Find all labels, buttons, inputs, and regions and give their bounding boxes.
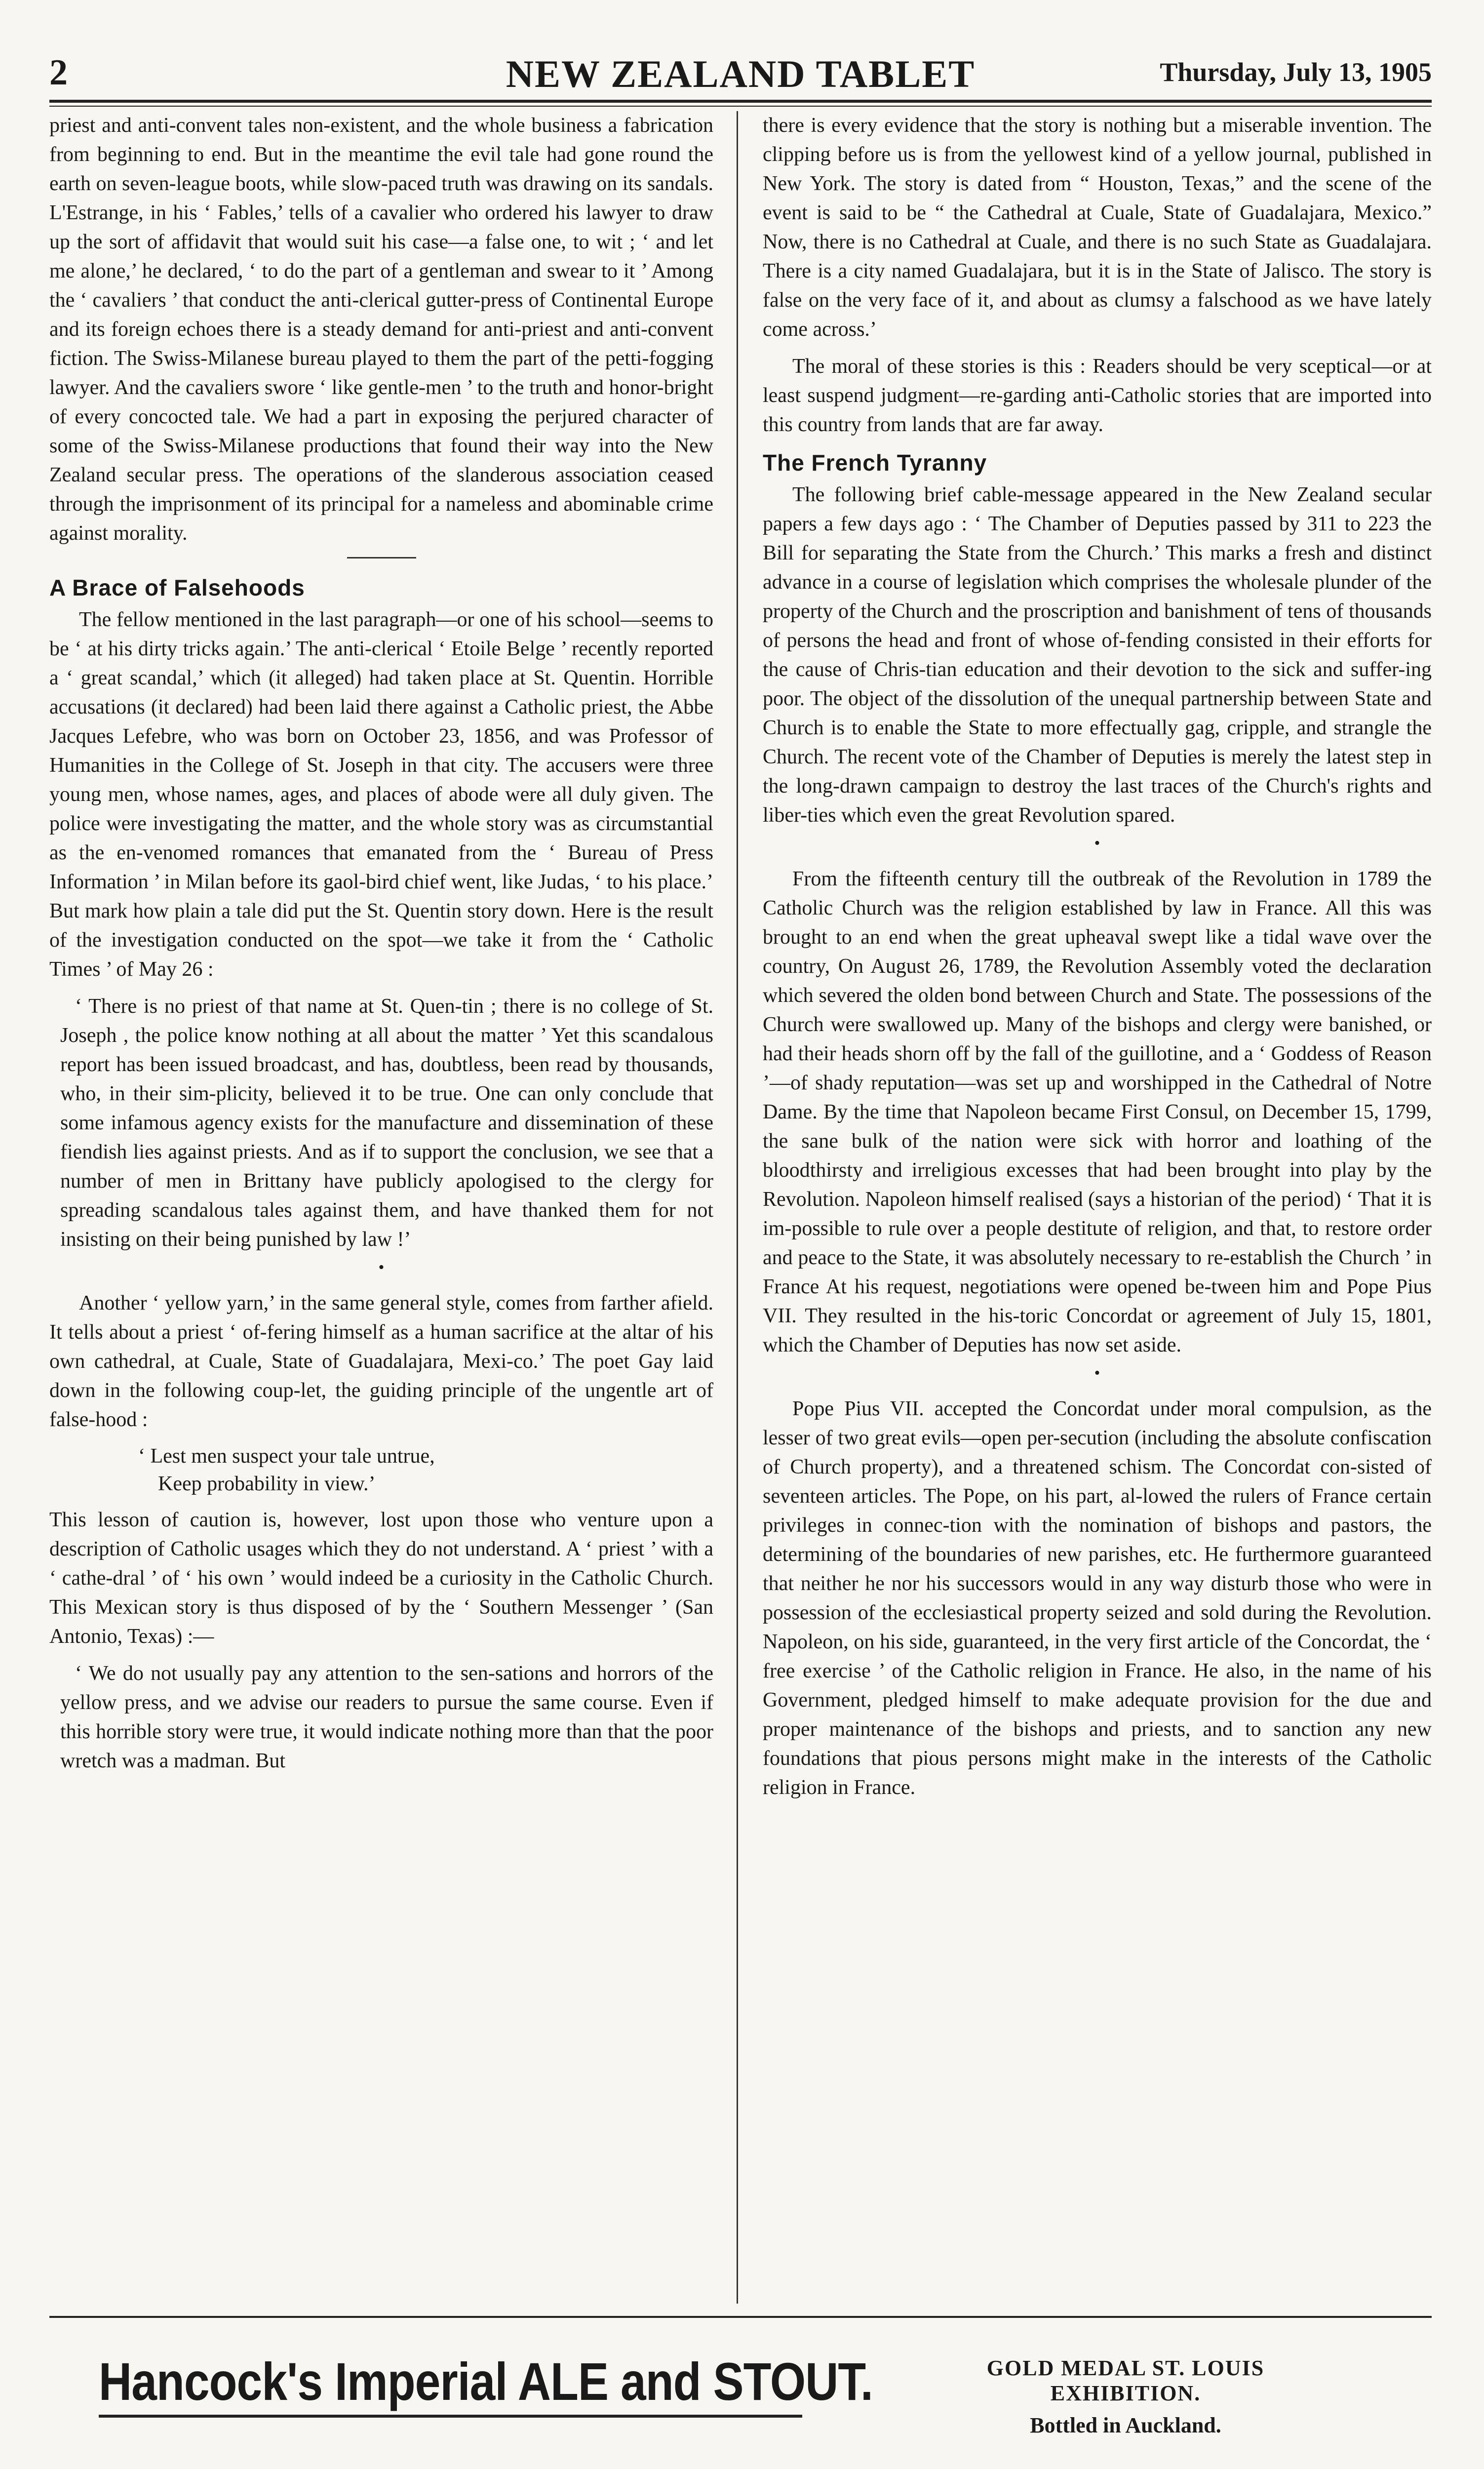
- advertisement-headline: Hancock's Imperial ALE and STOUT.: [99, 2351, 873, 2411]
- verse-line: ‘ Lest men suspect your tale untrue,: [138, 1445, 435, 1468]
- ornament-dot: •: [1094, 834, 1100, 852]
- advertisement-award: GOLD MEDAL ST. LOUIS EXHIBITION.: [986, 2356, 1265, 2405]
- advertisement-underline: [99, 2415, 802, 2418]
- masthead-rule-thin: [49, 106, 1432, 107]
- advertisement-rule: [49, 2316, 1432, 2318]
- advertisement-bottled: Bottled in Auckland.: [1030, 2413, 1221, 2437]
- masthead: [49, 52, 1432, 99]
- column-divider: [737, 111, 738, 2304]
- section-heading-french-tyranny: The French Tyranny: [763, 450, 987, 476]
- paper-title: NEW ZEALAND TABLET: [506, 52, 976, 95]
- article-paragraph: Pope Pius VII. accepted the Concordat under moral compulsion, as the lesser of two great evils—open per-secution (including the absolute confiscation of Church property), and a threatened schism. The Concordat con-sisted of seventeen articles. The Pope, on his part, al-lowed the rulers of France certain privileges in connec-tion with the nomination of bishops and pastors, the determining of the boundaries of new parishes, etc. He furthermore guaranteed that neither he nor his successors would in any way disturb those who were in possession of the ecclesiastical property seized and sold during the Revolution. Napoleon, on his side, guaranteed, in the very first article of the Concordat, the ‘ free exercise ’ of the Catholic religion in France. He also, in the name of his Government, pledged himself to make adequate provision for the due and proper maintenance of the bishops and priests, and to sanction any new foundations that pious persons might make in the interests of the Catholic religion in France.: [763, 1397, 1432, 1799]
- left-column: [49, 111, 713, 2304]
- advertisement-details: [918, 2355, 1333, 2438]
- article-paragraph: Another ‘ yellow yarn,’ in the same general style, comes from farther afield. It tells about a priest ‘ of-fering himself as a human sacrifice at the altar of his own cathedral, at Cuale, State of Guadalajara, Mexi-co.’ The poet Gay laid down in the following coup-let, the guiding principle of the ungentle art of false-hood :: [49, 1292, 713, 1431]
- masthead-rule: [49, 100, 1432, 103]
- quoted-paragraph-continued: there is every evidence that the story is nothing but a miserable invention. The clipping before us is from the yellowest kind of a yellow journal, published in New York. The story is dated from “ Houston, Texas,” and the scene of the event is said to be “ the Cathedral at Cuale, State of Guadalajara, Mexico.” Now, there is no Cathedral at Cuale, and there is no such State as Guadalajara. There is a city named Guadalajara, but it is in the State of Jalisco. The story is false on the very face of it, and about as clumsy a falschood as we have lately come across.’: [763, 114, 1432, 341]
- ornament-dot: •: [378, 1258, 385, 1276]
- article-paragraph: The following brief cable-message appeared in the New Zealand secular papers a few days ago : ‘ The Chamber of Deputies passed by 311 to 223 the Bill for separating the State from the Church.’ This marks a fresh and distinct advance in a course of legislation which comprises the wholesale plunder of the property of the Church and the proscription and banishment of tens of thousands of persons the head and front of whose of-fending consisted in their efforts for the cause of Chris-tian education and their devotion to the sick and suffer-ing poor. The object of the dissolution of the unequal partnership between State and Church is to enable the State to more effectually gag, cripple, and strangle the Church. The recent vote of the Chamber of Deputies is merely the latest step in the long-drawn campaign to destroy the last traces of the Church's rights and liber-ties which even the great Revolution spared.: [763, 483, 1432, 827]
- quoted-paragraph: ‘ There is no priest of that name at St. Quen-tin ; there is no college of St. Joseph , the police know nothing at all about the matter ’ Yet this scandalous report has been issued broadcast, and has, doubtless, been read by thousands, who, in their sim-plicity, believed it to be true. One can only conclude that some infamous agency exists for the manufacture and dissemination of these fiendish lies against priests. And as if to support the conclusion, we see that a number of men in Brittany have publicly apologised to the clergy for spreading scandalous tales against them, and have thanked them for not insisting on their being punished by law !’: [60, 995, 713, 1251]
- right-column: [763, 111, 1432, 2304]
- article-paragraph: The fellow mentioned in the last paragraph—or one of his school—seems to be ‘ at his dirty tricks again.’ The anti-clerical ‘ Etoile Belge ’ recently reported a ‘ great scandal,’ which (it alleged) had taken place at St. Quentin. Horrible accusations (it declared) had been laid there against a Catholic priest, the Abbe Jacques Lefebre, who was born on October 23, 1856, and was Professor of Humanities in the College of St. Joseph in that city. The accusers were three young men, whose names, ages, and places of abode were all duly given. The police were investigating the matter, and the whole story was as circumstantial as the en-venomed romances that emanated from the ‘ Bureau of Press Information ’ in Milan before its gaol-bird chief went, like Judas, ‘ to his place.’ But mark how plain a tale did put the St. Quentin story down. Here is the result of the investigation conducted on the spot—we take it from the ‘ Catholic Times ’ of May 26 :: [49, 608, 713, 981]
- ornament-dot: •: [1094, 1364, 1100, 1382]
- section-heading-falsehoods: A Brace of Falsehoods: [49, 575, 305, 600]
- article-paragraph: From the fifteenth century till the outbreak of the Revolution in 1789 the Catholic Church was the religion established by law in France. All this was brought to an end when the great upheaval swept like a tidal wave over the country, On August 26, 1789, the Revolution Assembly voted the declaration which severed the olden bond between Church and State. The possessions of the Church were swallowed up. Many of the bishops and clergy were banished, or had their heads shorn off by the fall of the guillotine, and a ‘ Goddess of Reason ’—of shady reputation—was set up and worshipped in the Cathedral of Notre Dame. By the time that Napoleon became First Consul, on December 15, 1799, the sane bulk of the nation were sick with horror and loathing of the bloodthirsty and irreligious excesses that had been brought into play by the Revolution. Napoleon himself realised (says a historian of the period) ‘ That it is im-possible to rule over a people destitute of religion, and that, to restore order and peace to the State, it was absolutely necessary to re-establish the Church ’ in France At his request, negotiations were opened be-tween him and Pope Pius VII. They resulted in the his-toric Concordat or agreement of July 15, 1801, which the Chamber of Deputies has now set aside.: [763, 868, 1432, 1356]
- quoted-paragraph: ‘ We do not usually pay any attention to the sen-sations and horrors of the yellow press, and we advise our readers to pursue the same course. Even if this horrible story were true, it would indicate nothing more than that the poor wretch was a madman. But: [60, 1662, 713, 1772]
- verse-line: Keep probability in view.’: [158, 1473, 376, 1495]
- article-paragraph: priest and anti-convent tales non-existent, and the whole business a fabrication from beginning to end. But in the meantime the evil tale had gone round the earth on seven-league boots, while slow-paced truth was drawing on its sandals. L'Estrange, in his ‘ Fables,’ tells of a cavalier who ordered his lawyer to draw up the sort of affidavit that would suit his case—a false one, to wit ; ‘ and let me alone,’ he declared, ‘ to do the part of a gentleman and swear to it ’ Among the ‘ cavaliers ’ that conduct the anti-clerical gutter-press of Continental Europe and its foreign echoes there is a steady demand for anti-priest and anti-convent fiction. The Swiss-Milanese bureau played to them the part of the petti-fogging lawyer. And the cavaliers swore ‘ like gentle-men ’ to the truth and honor-bright of every concocted tale. We had a part in exposing the perjured character of some of the Swiss-Milanese productions that found their way into the New Zealand secular press. The operations of the slanderous association ceased through the imprisonment of its principal for a nameless and abominable crime against morality.: [49, 114, 713, 545]
- issue-date: Thursday, July 13, 1905: [1160, 57, 1432, 87]
- page-number: 2: [49, 52, 68, 93]
- article-paragraph: The moral of these stories is this : Readers should be very sceptical—or at least suspend judgment—re-garding anti-Catholic stories that are imported into this country from lands that are far away.: [763, 355, 1432, 436]
- verse-couplet: [138, 1442, 713, 1498]
- section-divider: [347, 557, 416, 558]
- article-paragraph: This lesson of caution is, however, lost upon those who venture upon a description of Catholic usages which they do not understand. A ‘ priest ’ with a ‘ cathe-dral ’ of ‘ his own ’ would indeed be a curiosity in the Catholic Church. This Mexican story is thus disposed of by the ‘ Southern Messenger ’ (San Antonio, Texas) :—: [49, 1509, 713, 1648]
